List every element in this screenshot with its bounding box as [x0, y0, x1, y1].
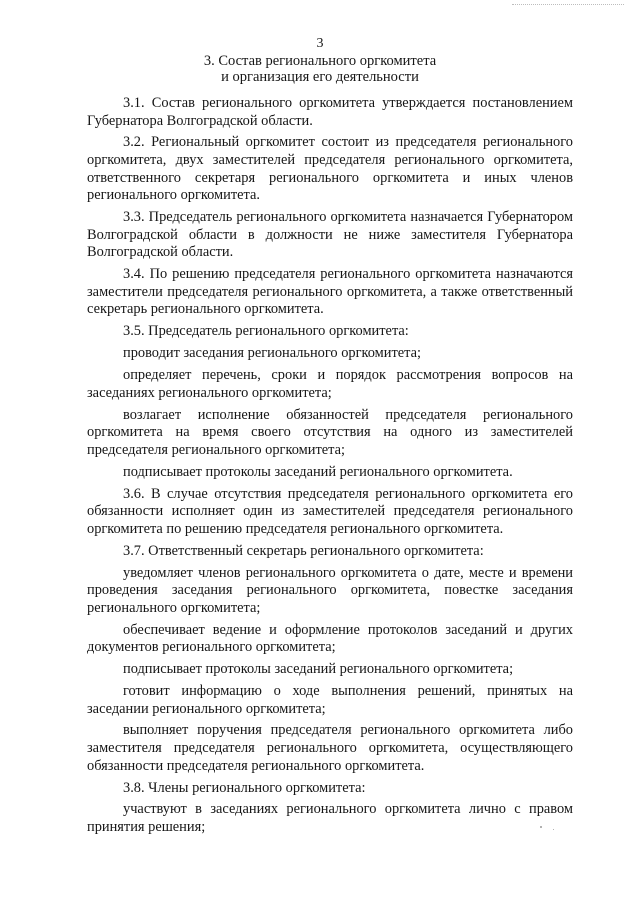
paragraph: выполняет поручения председателя регионального оргкомитета либо заместителя председателя регионального оргкомитета, осуществляющего обязанности председателя регионального оргкомитета.	[87, 722, 573, 774]
paragraph: участвуют в заседаниях регионального оргкомитета лично с правом принятия решения;	[87, 801, 573, 836]
paragraph: готовит информацию о ходе выполнения решений, принятых на заседании регионального оргкомитета;	[87, 682, 573, 717]
section-title	[0, 54, 640, 85]
section-title-line-1: 3. Состав регионального оргкомитета	[203, 53, 437, 69]
paragraph: подписывает протоколы заседаний регионального оргкомитета;	[123, 661, 514, 678]
paragraph: 3.8. Члены регионального оргкомитета:	[123, 779, 366, 796]
paragraph: возлагает исполнение обязанностей председателя регионального оргкомитета на время своего отсутствия на одного из заместителей председателя регионального оргкомитета;	[87, 406, 573, 458]
paragraph: 3.2. Региональный оргкомитет состоит из председателя регионального оргкомитета, двух заместителей председателя регионального оргкомитета, ответственного секретаря регионального оргкомитета и иных членов регионального оргкомитета.	[87, 134, 573, 204]
paragraph: обеспечивает ведение и оформление протоколов заседаний и других документов регионального оргкомитета;	[87, 621, 573, 656]
paragraph: подписывает протоколы заседаний регионального оргкомитета.	[123, 463, 513, 480]
paragraph: 3.5. Председатель регионального оргкомитета:	[123, 323, 409, 340]
paragraph: 3.1. Состав регионального оргкомитета утверждается постановлением Губернатора Волгоградской области.	[87, 95, 573, 129]
scan-edge-mark	[512, 4, 624, 10]
section-title-line-2: и организация его деятельности	[221, 68, 419, 85]
document-body	[87, 95, 573, 841]
paragraph: проводит заседания регионального оргкомитета;	[123, 345, 422, 362]
paragraph: 3.7. Ответственный секретарь регионального оргкомитета:	[123, 542, 484, 559]
paragraph: уведомляет членов регионального оргкомитета о дате, месте и времени проведения заседания регионального оргкомитета, повестке заседания регионального оргкомитета;	[87, 564, 573, 616]
paragraph: 3.6. В случае отсутствия председателя регионального оргкомитета его обязанности исполняет один из заместителей председателя регионального оргкомитета по решению председателя регионального оргкомитета.	[87, 485, 573, 537]
paragraph: 3.4. По решению председателя регионального оргкомитета назначаются заместители председателя регионального оргкомитета, а также ответственный секретарь регионального оргкомитета.	[87, 266, 573, 318]
page-number: 3	[316, 36, 324, 51]
paragraph: 3.3. Председатель регионального оргкомитета назначается Губернатором Волгоградской области в должности не ниже заместителя Губернатора Волгоградской области.	[87, 209, 573, 261]
paragraph: определяет перечень, сроки и порядок рассмотрения вопросов на заседаниях регионального оргкомитета;	[87, 367, 573, 401]
